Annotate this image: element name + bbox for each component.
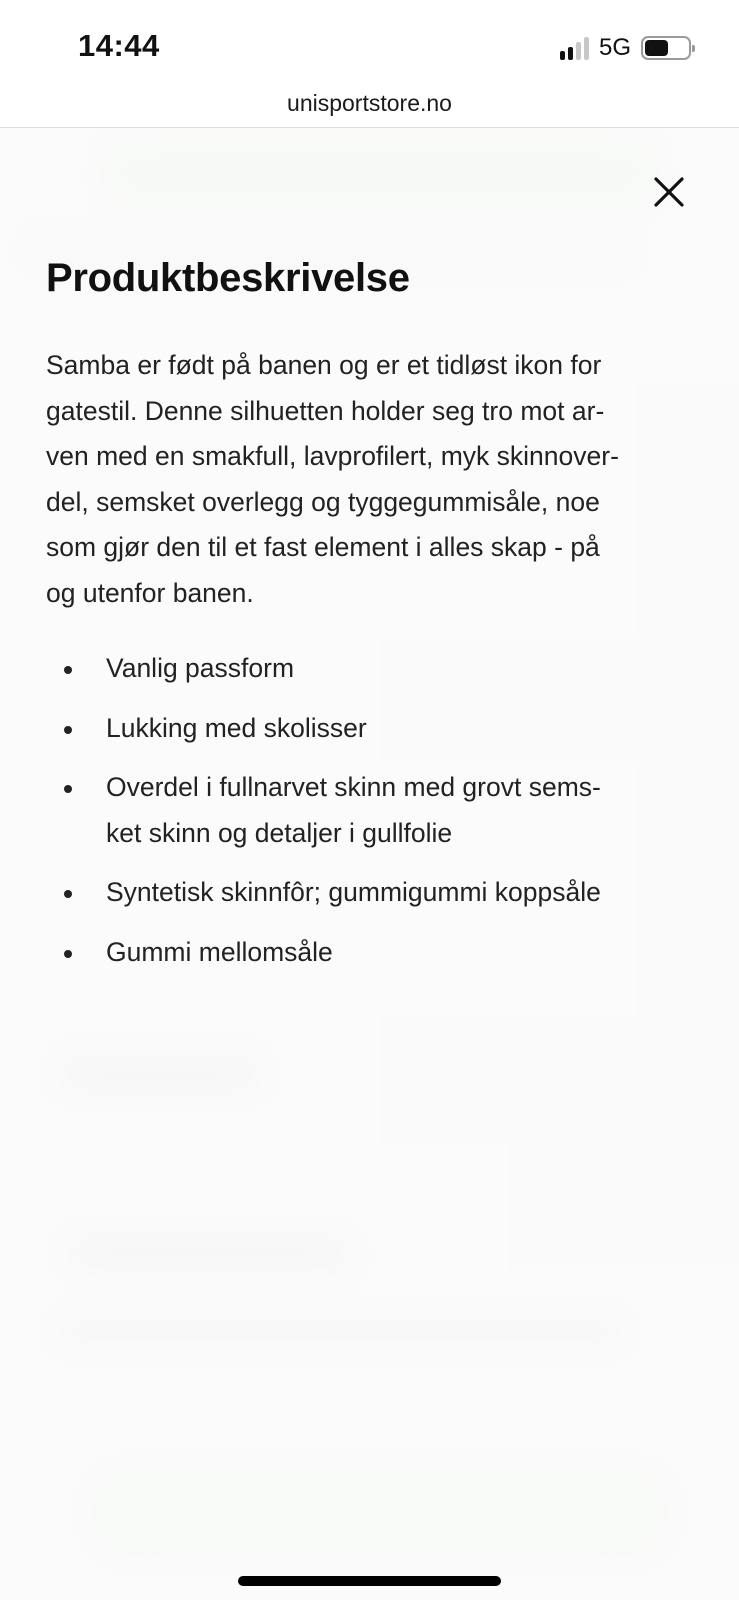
network-type: 5G [598, 34, 631, 61]
description-line: ven med en smakfull, lavprofilert, myk skinnover- [46, 441, 619, 471]
product-description [46, 343, 696, 616]
description-line: som gjør den til et fast element i alles skap - på [46, 532, 600, 562]
bullet-icon [64, 950, 72, 958]
bullet-icon [64, 726, 72, 734]
bullet-icon [64, 666, 72, 674]
feature-item: Syntetisk skinnfôr; gummigummi koppsåle [46, 870, 706, 916]
close-icon [651, 174, 687, 210]
description-line: gatestil. Denne silhuetten holder seg tro mot ar- [46, 395, 605, 426]
status-icons [560, 34, 691, 62]
page-backdrop [0, 128, 739, 1600]
description-line: Samba er født på banen og er et tidløst ikon for [46, 350, 602, 380]
feature-item: Lukking med skolisser [46, 706, 706, 752]
close-button[interactable] [651, 174, 687, 210]
bullet-icon [64, 785, 72, 793]
status-time: 14:44 [78, 28, 160, 63]
cellular-signal-icon [560, 36, 589, 60]
feature-item: Overdel i fullnarvet skinn med grovt sems- ket skinn og detaljer i gullfolie [46, 765, 706, 856]
home-indicator[interactable] [238, 1576, 501, 1586]
url-text: unisportstore.no [287, 90, 452, 116]
feature-item: Vanlig passform [46, 646, 706, 692]
product-description-modal [0, 128, 739, 1600]
battery-icon [641, 36, 691, 60]
browser-url-bar[interactable] [0, 80, 739, 128]
status-bar [0, 0, 739, 80]
modal-title: Produktbeskrivelse [46, 256, 410, 300]
description-line: og utenfor banen. [46, 577, 254, 608]
feature-item: Gummi mellomsåle [46, 930, 706, 976]
description-line: del, semsket overlegg og tyggegummisåle, noe [46, 486, 600, 517]
feature-list [46, 646, 706, 989]
bullet-icon [64, 890, 72, 898]
